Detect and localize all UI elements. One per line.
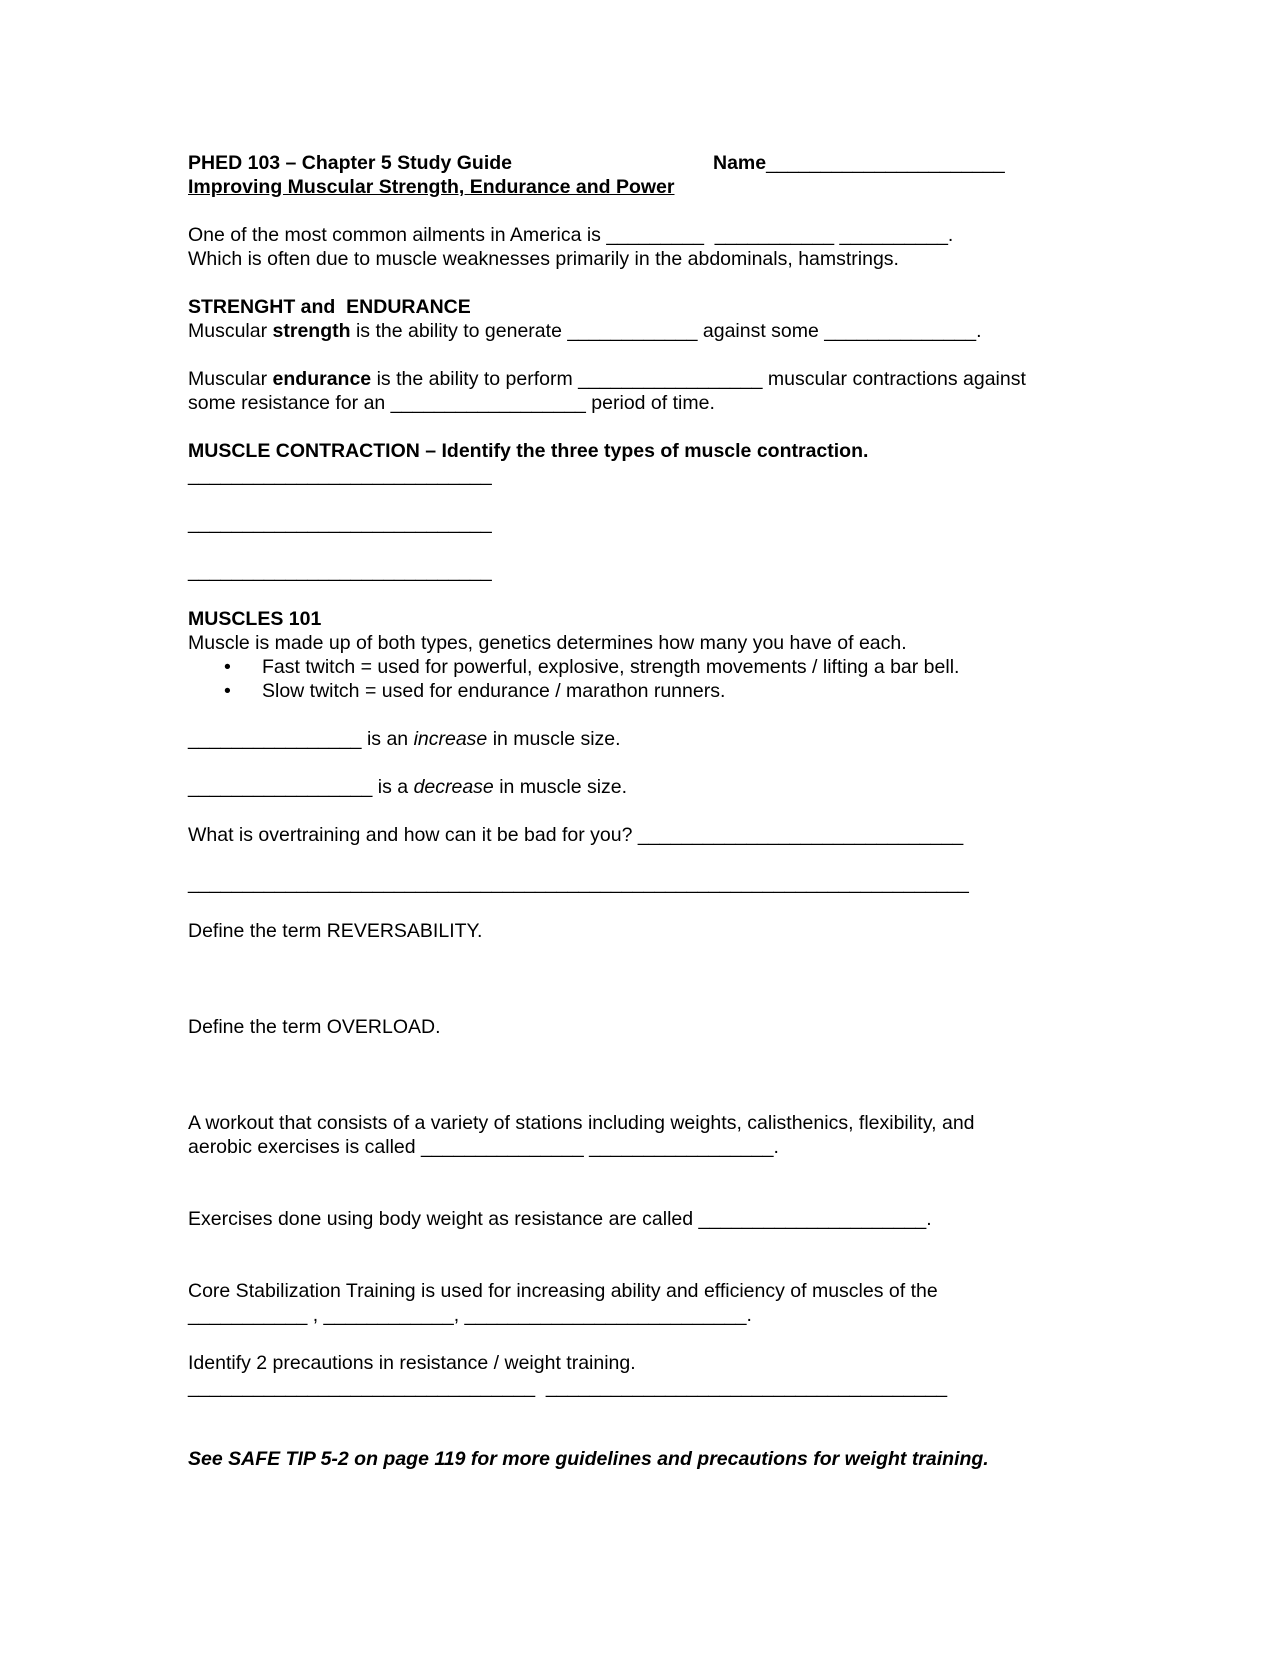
bodyweight-question: Exercises done using body weight as resistance are called _____________________.: [188, 1208, 932, 1230]
hypertrophy-question: [188, 727, 621, 751]
name-label: Name: [713, 152, 767, 174]
precautions-question: Identify 2 precautions in resistance / weight training.: [188, 1352, 636, 1374]
name-field[interactable]: [713, 151, 1005, 175]
hypertrophy-pre: is an: [361, 728, 414, 750]
strength-endurance-heading: STRENGHT and ENDURANCE: [188, 296, 471, 318]
course-title: PHED 103 – Chapter 5 Study Guide: [188, 152, 513, 174]
atrophy-pre: is a: [372, 776, 414, 798]
name-blank[interactable]: ______________________: [766, 152, 1005, 174]
contraction-blank-3[interactable]: ____________________________: [188, 560, 492, 582]
atrophy-question: [188, 775, 627, 799]
bullet-slow-twitch: Slow twitch = used for endurance / marathon runners.: [262, 680, 726, 702]
bullet-fast-twitch: Fast twitch = used for powerful, explosive, strength movements / lifting a bar bell.: [262, 656, 960, 678]
safe-tip-note: See SAFE TIP 5-2 on page 119 for more guidelines and precautions for weight training.: [188, 1448, 989, 1470]
hypertrophy-post: in muscle size.: [487, 728, 621, 750]
hypertrophy-blank[interactable]: ________________: [188, 728, 362, 750]
workout-question-line-1: A workout that consists of a variety of stations including weights, calisthenics, flexibility, and: [188, 1112, 975, 1134]
endurance-pre: Muscular: [188, 368, 273, 390]
contraction-heading: MUSCLE CONTRACTION – Identify the three types of muscle contraction.: [188, 440, 869, 462]
page-subtitle: Improving Muscular Strength, Endurance and Power: [188, 176, 675, 198]
muscles101-heading: MUSCLES 101: [188, 608, 322, 630]
contraction-blank-2[interactable]: ____________________________: [188, 512, 492, 534]
strength-post: is the ability to generate ____________ against some ______________.: [350, 320, 982, 342]
strength-definition: [188, 319, 982, 343]
muscles101-intro: Muscle is made up of both types, genetics determines how many you have of each.: [188, 632, 907, 654]
atrophy-blank[interactable]: _________________: [188, 776, 373, 798]
workout-question-line-2: aerobic exercises is called _______________ _________________.: [188, 1136, 779, 1158]
contraction-blank-1[interactable]: ____________________________: [188, 464, 492, 486]
intro-line-1: One of the most common ailments in America is _________ ___________ __________.: [188, 224, 954, 246]
overtraining-answer-line[interactable]: ________________________________________________________________________: [188, 872, 969, 894]
define-reversability: Define the term REVERSABILITY.: [188, 920, 483, 942]
endurance-term: endurance: [272, 368, 372, 390]
overtraining-question: What is overtraining and how can it be bad for you? ______________________________: [188, 824, 964, 846]
core-question-line-2: ___________ , ____________, __________________________.: [188, 1304, 752, 1326]
endurance-definition-line-2: some resistance for an __________________ period of time.: [188, 392, 715, 414]
increase-term: increase: [413, 728, 488, 750]
endurance-post: is the ability to perform _________________ muscular contractions against: [371, 368, 1026, 390]
atrophy-post: in muscle size.: [493, 776, 628, 798]
bullet-icon: •: [224, 656, 231, 678]
bullet-icon: •: [224, 680, 231, 702]
define-overload: Define the term OVERLOAD.: [188, 1016, 441, 1038]
core-question-line-1: Core Stabilization Training is used for increasing ability and efficiency of muscles of the: [188, 1280, 938, 1302]
intro-line-2: Which is often due to muscle weaknesses primarily in the abdominals, hamstrings.: [188, 248, 899, 270]
precautions-answer-line[interactable]: ________________________________ _____________________________________: [188, 1376, 948, 1398]
endurance-definition: [188, 367, 1026, 391]
decrease-term: decrease: [413, 776, 494, 798]
strength-term: strength: [272, 320, 351, 342]
strength-pre: Muscular: [188, 320, 273, 342]
